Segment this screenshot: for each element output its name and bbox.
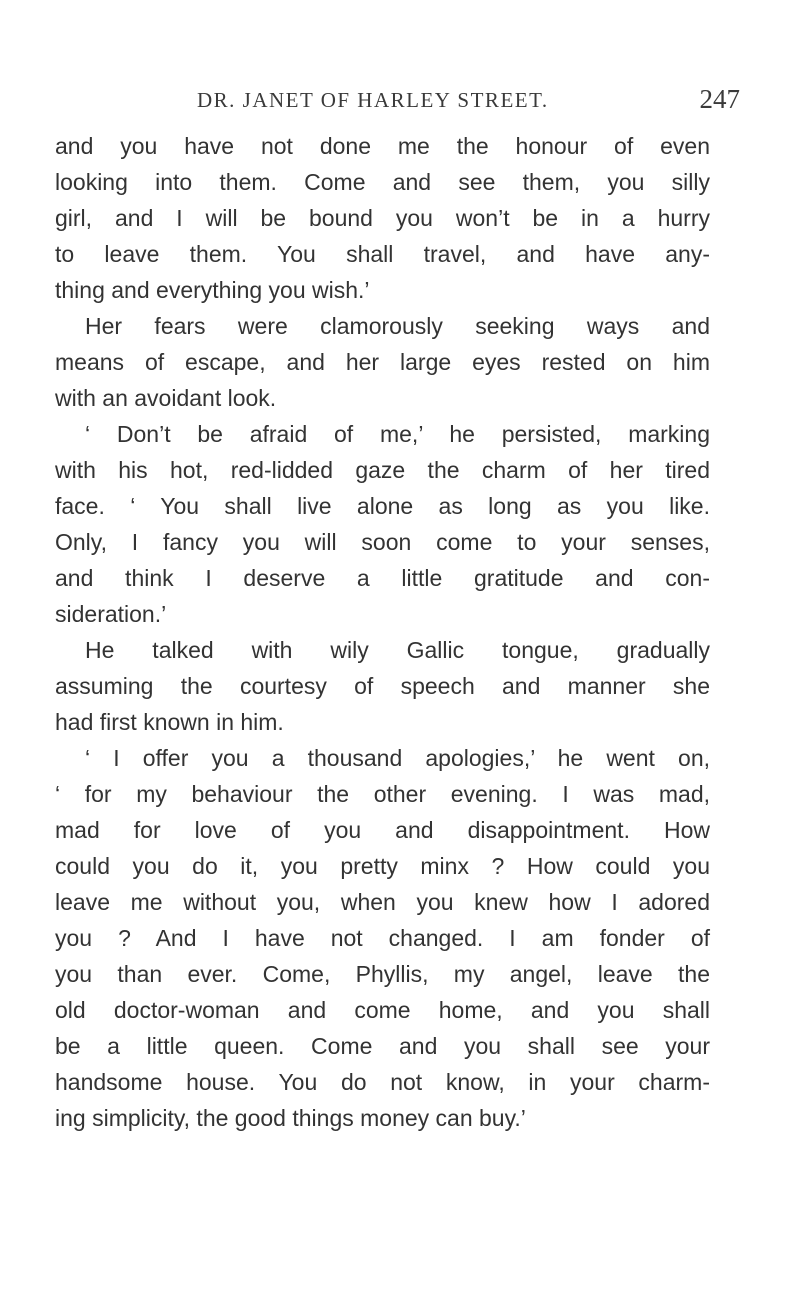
text-line: be a little queen. Come and you shall see your [55,1033,710,1059]
text-line: face. ‘ You shall live alone as long as you like. [55,493,710,519]
text-line: ing simplicity, the good things money can buy.’ [55,1105,526,1131]
text-line: with his hot, red-lidded gaze the charm of her tired [55,457,710,483]
text-line: could you do it, you pretty minx ? How could you [55,853,710,879]
text-line: looking into them. Come and see them, you silly [55,169,710,195]
text-line: ‘ I offer you a thousand apologies,’ he went on, [85,745,710,771]
text-line: handsome house. You do not know, in your charm- [55,1069,710,1095]
body-text [55,128,710,1136]
text-line: means of escape, and her large eyes rested on him [55,349,710,375]
text-line: He talked with wily Gallic tongue, gradually [85,637,710,663]
text-line: and you have not done me the honour of even [55,133,710,159]
text-line: leave me without you, when you knew how I adored [55,889,710,915]
text-line: assuming the courtesy of speech and manner she [55,673,710,699]
text-line: you than ever. Come, Phyllis, my angel, leave the [55,961,710,987]
running-title: DR. JANET OF HARLEY STREET. [197,88,549,112]
text-line: and think I deserve a little gratitude and con- [55,565,710,591]
text-line: you ? And I have not changed. I am fonder of [55,925,710,951]
text-line: to leave them. You shall travel, and have any- [55,241,710,267]
text-line: with an avoidant look. [55,385,277,411]
running-head [54,82,754,118]
text-line: girl, and I will be bound you won’t be in a hurry [55,205,710,231]
text-line: ‘ for my behaviour the other evening. I was mad, [55,781,710,807]
text-line: mad for love of you and disappointment. How [55,817,710,843]
text-line: ‘ Don’t be afraid of me,’ he persisted, marking [85,421,710,447]
text-line: sideration.’ [55,601,167,627]
text-line: Her fears were clamorously seeking ways and [85,313,710,339]
text-line: old doctor-woman and come home, and you shall [55,997,710,1023]
text-line: Only, I fancy you will soon come to your senses, [55,529,710,555]
text-line: had first known in him. [55,709,284,735]
text-line: thing and everything you wish.’ [55,277,370,303]
page-number: 247 [699,84,740,114]
